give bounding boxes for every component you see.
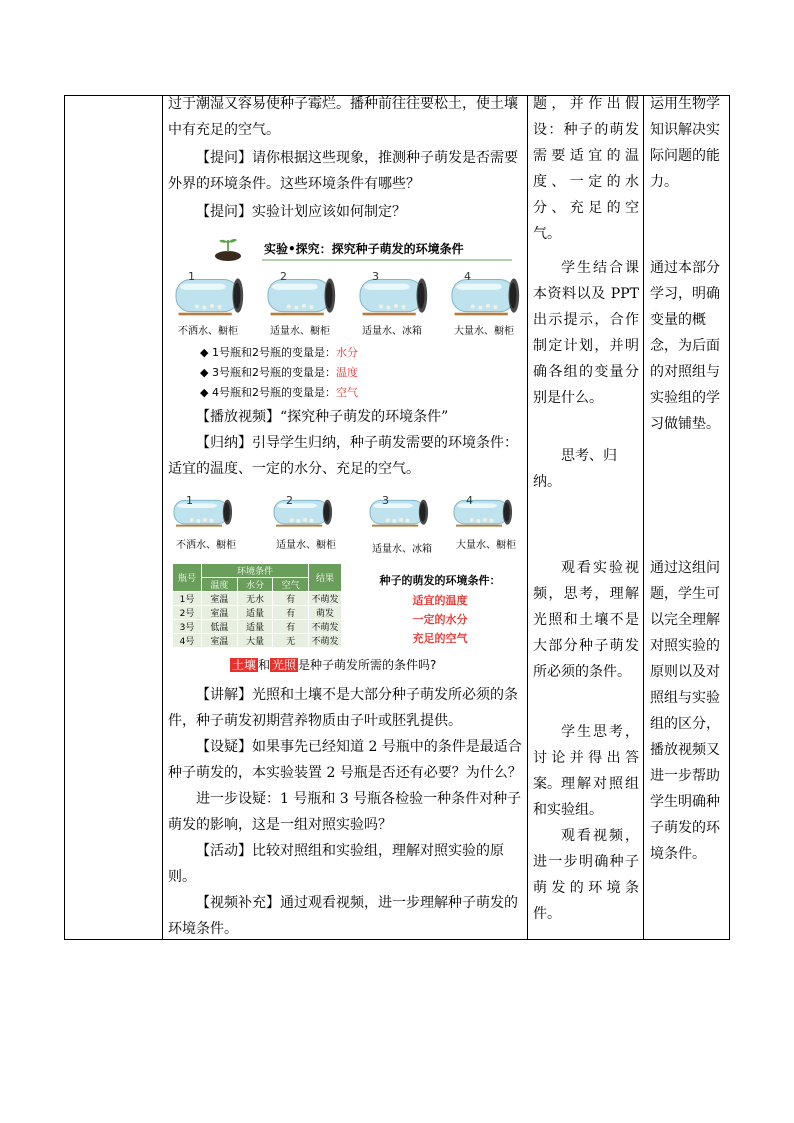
table-header: 空气	[273, 578, 309, 592]
jar-number: 1	[188, 270, 195, 283]
table-cell: 4号	[173, 634, 202, 648]
paragraph: 学生结合课本资料以及 PPT 出示提示，合作制定计划，并明确各组的变量分别是什么。	[533, 260, 639, 406]
figure-title: 实验•探究：探究种子萌发的环境条件	[264, 242, 464, 256]
paragraph: 【设疑】如果事先已经知道 2 号瓶中的条件是最适合种子萌发的，本实验装置 2 号瓶是否还有必要？为什么？	[168, 739, 522, 781]
table-cell: 适量	[237, 606, 273, 620]
paragraph: 【归纳】引导学生归纳，种子萌发需要的环境条件：适宜的温度、一定的水分、充足的空气。	[168, 435, 518, 477]
table-header: 环境条件	[202, 564, 309, 578]
table-cell: 适量	[237, 620, 273, 634]
table-row	[173, 606, 342, 620]
paragraph-group	[168, 404, 522, 482]
table-cell: 1号	[173, 592, 202, 606]
table-header: 温度	[202, 578, 238, 592]
paragraph: 学生思考，讨论并得出答案。	[533, 724, 639, 792]
jar-number: 3	[372, 270, 379, 283]
variable-question: ◆ 1号瓶和2号瓶的变量是：	[200, 346, 336, 359]
question-text: 和	[258, 658, 271, 672]
jar	[172, 492, 248, 551]
table-cell: 不萌发	[309, 592, 342, 606]
table-header: 瓶号	[173, 564, 202, 592]
paragraph: 【提问】请你根据这些现象，推测种子萌发是否需要外界的环境条件。这些环境条件有哪些？	[168, 150, 518, 192]
table-cell: 不萌发	[309, 620, 342, 634]
jar-number: 4	[464, 270, 471, 283]
column-divider	[643, 95, 644, 940]
jar-illustration	[358, 268, 434, 320]
paragraph-group	[168, 682, 522, 942]
variable-answer: 温度	[335, 366, 358, 379]
table-row	[173, 634, 342, 648]
jar-label: 适量水、冰箱	[362, 326, 422, 337]
jar	[452, 492, 528, 551]
table-cell: 大量	[237, 634, 273, 648]
table-cell: 室温	[202, 634, 238, 648]
jar-illustration	[368, 492, 434, 530]
jar-illustration	[272, 492, 338, 530]
jar-label: 适量水、冰箱	[372, 544, 432, 555]
jar-illustration	[266, 268, 342, 320]
jar-illustration	[172, 492, 238, 530]
conclusion-line: 充足的空气	[412, 632, 468, 645]
jar-number: 3	[382, 494, 389, 507]
table-cell: 室温	[202, 606, 238, 620]
figure-question	[230, 656, 436, 673]
jar	[368, 492, 444, 555]
paragraph: 过于潮湿又容易使种子霉烂。播种前往往要松土，使土壤中有充足的空气。	[168, 96, 518, 138]
table-cell: 低温	[202, 620, 238, 634]
variable-item	[200, 344, 358, 360]
variable-question: ◆ 4号瓶和2号瓶的变量是：	[200, 386, 336, 399]
table-cell: 3号	[173, 620, 202, 634]
paragraph: 观看视频，进一步明确种子萌发的环境条件。	[533, 828, 639, 922]
stage-column	[65, 95, 162, 940]
jar	[266, 268, 352, 338]
variable-answer: 水分	[335, 346, 358, 359]
table-cell: 室温	[202, 592, 238, 606]
paragraph: 思考、归纳。	[533, 448, 617, 490]
table-cell: 萌发	[309, 606, 342, 620]
table-cell: 2号	[173, 606, 202, 620]
jar	[358, 268, 444, 338]
paragraph: 【讲解】光照和土壤不是大部分种子萌发所必须的条件，种子萌发初期营养物质由子叶或胚乳提供。	[168, 687, 518, 729]
jar-illustration	[450, 268, 526, 320]
conclusion-lines	[360, 591, 520, 648]
jar-row	[172, 492, 522, 555]
paragraph: 通过这组问题，学生可以完全理解对照实验的原则以及对照组与实验组的区分，播放视频又进一步帮助学生明确种子萌发的环境条件。	[650, 560, 720, 862]
jar-row-2	[172, 492, 522, 555]
paragraph: 【播放视频】“探究种子萌发的环境条件”	[196, 409, 449, 425]
variable-question: ◆ 3号瓶和2号瓶的变量是：	[200, 366, 336, 379]
question-text: 是种子萌发所需的条件吗?	[298, 658, 437, 672]
paragraph: 理解对照组和实验组。	[533, 776, 639, 818]
question-keyword: 光照	[272, 658, 297, 672]
table-cell: 无水	[237, 592, 273, 606]
table-cell: 有	[273, 606, 309, 620]
paragraph: 【提问】实验计划应该如何制定？	[196, 204, 406, 220]
paragraph: 题，并作出假设：种子的萌发需要适宜的温度、一定的水分、充足的空气。	[533, 96, 639, 242]
paragraph: 观看实验视频，思考，理解光照和土壤不是大部分种子萌发所必须的条件。	[533, 560, 639, 680]
jar-label: 适量水、橱柜	[270, 326, 330, 337]
jar-label: 适量水、橱柜	[276, 540, 336, 551]
variable-item	[200, 364, 358, 380]
jar-label: 不洒水、橱柜	[176, 540, 236, 551]
paragraph: 进一步设疑：1 号瓶和 3 号瓶各检验一种条件对种子萌发的影响，这是一组对照实验吗？	[168, 791, 522, 833]
jar-illustration	[174, 268, 250, 320]
question-keyword: 土壤	[232, 658, 257, 672]
jar-label: 大量水、橱柜	[456, 540, 516, 551]
jar-illustration	[452, 492, 518, 530]
jar	[450, 268, 536, 338]
paragraph: 【视频补充】通过观看视频，进一步理解种子萌发的环境条件。	[168, 895, 518, 937]
conclusion-title: 种子的萌发的环境条件：	[379, 574, 501, 587]
variable-list	[200, 342, 460, 402]
variable-item	[200, 384, 358, 400]
jar-number: 4	[466, 494, 473, 507]
paragraph: 【活动】比较对照组和实验组，理解对照实验的原则。	[168, 843, 504, 885]
table-row	[173, 592, 342, 606]
table-header: 结果	[309, 564, 342, 592]
jar-label: 大量水、橱柜	[454, 326, 514, 337]
table-cell: 有	[273, 592, 309, 606]
table-cell: 无	[273, 634, 309, 648]
experiment-figure	[172, 232, 518, 342]
result-table	[172, 563, 342, 648]
table-row	[173, 620, 342, 634]
jar-number: 1	[186, 494, 193, 507]
jar	[272, 492, 348, 551]
jar-row	[172, 268, 518, 342]
conclusion-line: 一定的水分	[412, 613, 468, 626]
table-cell: 不萌发	[309, 634, 342, 648]
jar-label: 不洒水、橱柜	[178, 326, 238, 337]
jar	[174, 268, 260, 338]
jar-number: 2	[286, 494, 293, 507]
column-divider	[162, 95, 163, 940]
conclusion-line: 适宜的温度	[412, 594, 468, 607]
paragraph: 运用生物学知识解决实际问题的能力。	[650, 96, 720, 190]
table-cell: 有	[273, 620, 309, 634]
jar-number: 2	[280, 270, 287, 283]
table-header: 水分	[237, 578, 273, 592]
paragraph: 通过本部分学习，明确变量的概念，为后面的对照组与实验组的学习做铺垫。	[650, 260, 720, 432]
variable-answer: 空气	[335, 386, 358, 399]
